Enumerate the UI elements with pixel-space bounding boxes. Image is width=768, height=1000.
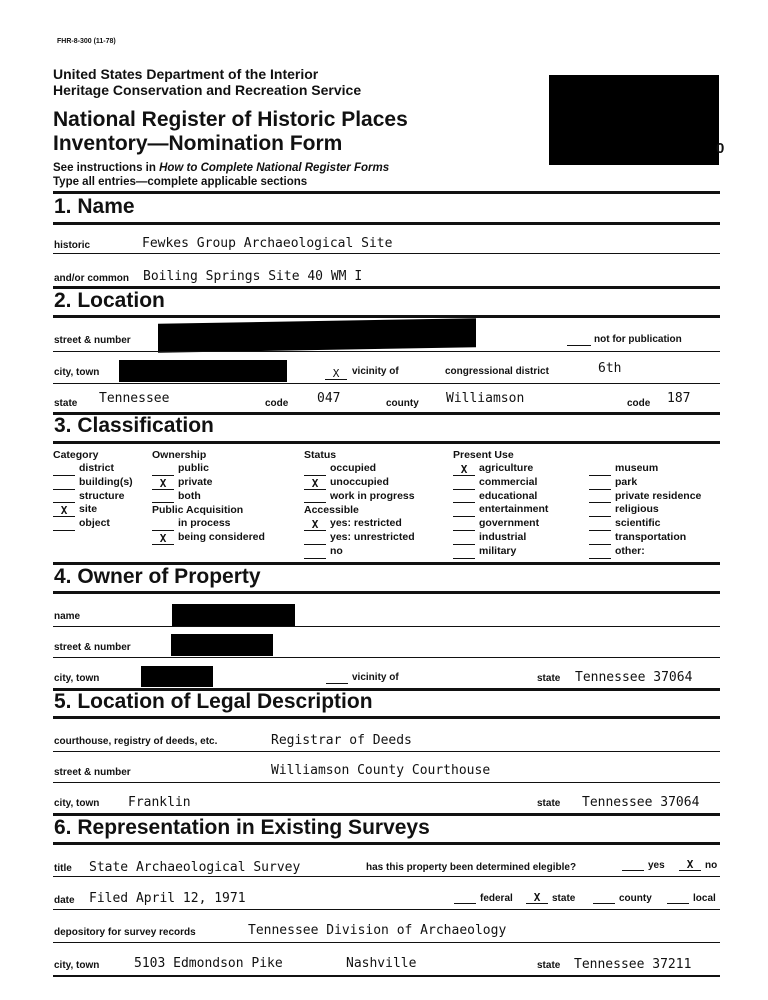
present-use-header: Present Use [453, 449, 514, 461]
form-title-line-1: National Register of Historic Places [53, 108, 408, 131]
street-number-label: street & number [54, 335, 131, 346]
section-2-bottom-rule [53, 315, 720, 318]
redaction-box [549, 75, 719, 165]
use-transportation[interactable]: transportation [589, 531, 701, 545]
accessible-restricted[interactable]: X yes: restricted [304, 517, 415, 531]
present-use-column-1 [453, 448, 548, 559]
code-value[interactable]: 047 [317, 391, 341, 406]
section-4-bottom-rule [53, 591, 720, 594]
courthouse-line [53, 751, 720, 752]
common-value[interactable]: Boiling Springs Site 40 WM I [143, 269, 363, 284]
owner-name-label: name [54, 611, 81, 622]
depository-city-label: city, town [54, 960, 100, 971]
ownership-both[interactable]: both [152, 490, 265, 504]
city-redaction [119, 360, 287, 382]
section-1-title: 1. Name [54, 195, 135, 218]
depository-label: depository for survey records [54, 927, 196, 938]
status-work-in-progress[interactable]: work in progress [304, 490, 415, 504]
owner-street-redaction [171, 634, 273, 656]
use-industrial[interactable]: industrial [453, 531, 548, 545]
owner-vicinity-label: vicinity of [352, 672, 399, 683]
owner-city-redaction [141, 666, 213, 687]
section-3-title: 3. Classification [54, 414, 214, 437]
ownership-private[interactable]: X private [152, 476, 265, 490]
state-label: state [54, 398, 78, 409]
survey-title-label: title [54, 863, 72, 874]
redacted-box-fragment: 0 [716, 140, 725, 157]
category-buildings[interactable]: building(s) [53, 476, 133, 490]
section-4-title: 4. Owner of Property [54, 565, 261, 588]
use-religious[interactable]: religious [589, 503, 701, 517]
historic-value[interactable]: Fewkes Group Archaeological Site [142, 236, 393, 251]
section-6-title: 6. Representation in Existing Surveys [54, 816, 430, 839]
instructions-line-2: Type all entries—complete applicable sections [53, 176, 308, 188]
agency-line-1: United States Department of the Interior [53, 66, 319, 82]
historic-label: historic [54, 240, 91, 251]
county-code-value[interactable]: 187 [667, 391, 691, 406]
use-commercial[interactable]: commercial [453, 476, 548, 490]
category-district[interactable]: district [53, 462, 133, 476]
section-2-title: 2. Location [54, 289, 165, 312]
category-column [53, 448, 133, 531]
present-use-column-2 [589, 462, 701, 559]
owner-name-redaction [172, 604, 295, 626]
use-private-residence[interactable]: private residence [589, 490, 701, 504]
acquisition-being-considered[interactable]: X being considered [152, 531, 265, 545]
use-other[interactable]: other: [589, 545, 701, 559]
use-military[interactable]: military [453, 545, 548, 559]
not-pub-blank[interactable] [567, 345, 591, 346]
owner-name-line [53, 626, 720, 627]
depository-city-value[interactable]: Nashville [346, 956, 417, 971]
level-local[interactable]: local [667, 893, 716, 904]
acquisition-in-process[interactable]: in process [152, 517, 265, 531]
section-1-top-rule [53, 191, 720, 194]
not-for-publication-label: not for publication [594, 334, 682, 345]
survey-title-value[interactable]: State Archaeological Survey [89, 860, 301, 875]
date-value[interactable]: Filed April 12, 1971 [89, 891, 246, 906]
section-5-title: 5. Location of Legal Description [54, 690, 373, 713]
bottom-rule [53, 975, 720, 977]
use-agriculture[interactable]: X agriculture [453, 462, 548, 476]
public-acquisition-header: Public Acquisition [152, 504, 244, 517]
agency-line-2: Heritage Conservation and Recreation Service [53, 82, 362, 98]
accessible-header: Accessible [304, 504, 359, 517]
courthouse-label: courthouse, registry of deeds, etc. [54, 736, 218, 747]
legal-city-label: city, town [54, 798, 100, 809]
status-unoccupied[interactable]: X unoccupied [304, 476, 415, 490]
owner-city-label: city, town [54, 673, 100, 684]
form-title-line-2: Inventory—Nomination Form [53, 132, 343, 155]
status-header: Status [304, 449, 337, 461]
legal-state-value[interactable]: Tennessee 37064 [582, 795, 700, 810]
eligible-label: has this property been determined elegible? [366, 862, 577, 873]
form-number: FHR-8-300 (11-78) [57, 38, 116, 45]
common-label: and/or common [54, 273, 130, 284]
city-line [53, 383, 720, 384]
depository-line [53, 942, 720, 943]
legal-city-value[interactable]: Franklin [128, 795, 191, 810]
category-object[interactable]: object [53, 517, 133, 531]
owner-state-label: state [537, 673, 561, 684]
accessible-unrestricted[interactable]: yes: unrestricted [304, 531, 415, 545]
status-occupied[interactable]: occupied [304, 462, 415, 476]
category-site[interactable]: X site [53, 503, 133, 517]
legal-street-value[interactable]: Williamson County Courthouse [271, 763, 491, 778]
instructions-line-1: See instructions in How to Complete National Register Forms [53, 162, 390, 174]
section-5-bottom-rule [53, 716, 720, 719]
depository-value[interactable]: Tennessee Division of Archaeology [248, 923, 507, 938]
ownership-public[interactable]: public [152, 462, 265, 476]
depository-state-label: state [537, 960, 561, 971]
legal-street-label: street & number [54, 767, 131, 778]
legal-street-line [53, 782, 720, 783]
depository-street-value[interactable]: 5103 Edmondson Pike [134, 956, 283, 971]
use-museum[interactable]: museum [589, 462, 701, 476]
level-county[interactable]: county [593, 893, 652, 904]
ownership-header: Ownership [152, 449, 207, 461]
owner-state-value[interactable]: Tennessee 37064 [575, 670, 693, 685]
section-3-bottom-rule [53, 441, 720, 444]
date-label: date [54, 895, 75, 906]
vicinity-checkbox[interactable]: X [325, 362, 351, 380]
eligible-yes[interactable]: yes [622, 860, 665, 871]
depository-state-value[interactable]: Tennessee 37211 [574, 957, 692, 972]
ownership-column [152, 448, 265, 545]
owner-street-line [53, 657, 720, 658]
state-value[interactable]: Tennessee [99, 391, 170, 406]
county-value[interactable]: Williamson [446, 391, 525, 406]
use-government[interactable]: government [453, 517, 548, 531]
historic-line [53, 253, 720, 254]
survey-title-line [53, 876, 720, 877]
owner-vicinity-blank[interactable] [326, 683, 348, 684]
county-code-label: code [627, 398, 651, 409]
street-line [53, 351, 720, 352]
county-label: county [386, 398, 419, 409]
use-park[interactable]: park [589, 476, 701, 490]
use-educational[interactable]: educational [453, 490, 548, 504]
use-scientific[interactable]: scientific [589, 517, 701, 531]
level-state[interactable]: X state [526, 893, 575, 904]
section-1-bottom-rule [53, 222, 720, 225]
congressional-district-value[interactable]: 6th [598, 361, 622, 376]
category-structure[interactable]: structure [53, 490, 133, 504]
level-federal[interactable]: federal [454, 893, 513, 904]
status-column [304, 448, 415, 559]
vicinity-label: vicinity of [352, 366, 399, 377]
owner-street-label: street & number [54, 642, 131, 653]
use-entertainment[interactable]: entertainment [453, 503, 548, 517]
date-line [53, 909, 720, 910]
section-6-bottom-rule [53, 842, 720, 845]
legal-state-label: state [537, 798, 561, 809]
street-redaction [158, 318, 476, 353]
courthouse-value[interactable]: Registrar of Deeds [271, 733, 412, 748]
eligible-no[interactable]: X no [679, 860, 717, 871]
city-town-label: city, town [54, 367, 100, 378]
accessible-no[interactable]: no [304, 545, 415, 559]
code-label: code [265, 398, 289, 409]
congressional-district-label: congressional district [445, 366, 549, 377]
category-header: Category [53, 449, 99, 461]
